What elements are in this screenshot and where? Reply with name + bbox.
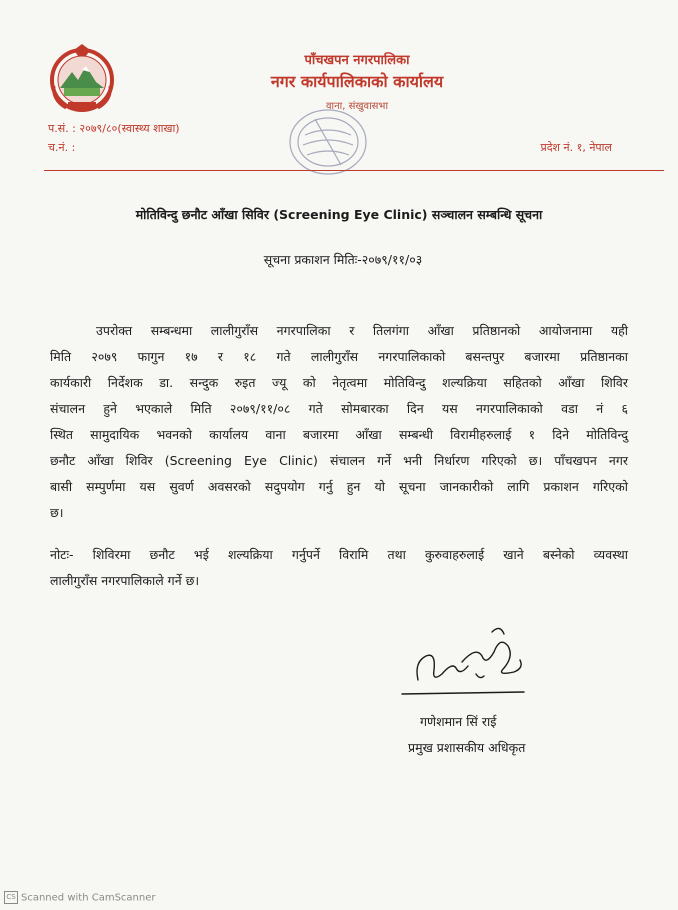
body-line: कार्यकारी निर्देशक डा. सन्दुक रुइत ज्यू को नेतृत्वमा मोतिविन्दु शल्यक्रिया सहितको आँखा शिविर	[50, 375, 628, 390]
office-stamp-icon	[285, 105, 371, 179]
note-line: नोटः- शिविरमा छनौट भई शल्यक्रिया गर्नुपर्ने विरामि तथा कुरुवाहरुलाई खाने बस्नेको व्यवस्था	[50, 547, 628, 562]
body-line: स्थित सामुदायिक भवनको कार्यालय वाना बजारमा आँखा सम्बन्धी विरामीहरुलाई १ दिने मोतिविन्दु	[50, 427, 628, 442]
note-line: लालीगुराँस नगरपालिकाले गर्ने छ।	[50, 573, 200, 588]
body-line: उपरोक्त सम्बन्धमा लालीगुराँस नगरपालिका र तिलगंगा आँखा प्रतिष्ठानको आयोजनामा यही	[96, 323, 628, 338]
body-line: मिति २०७९ फागुन १७ र १८ गते लालीगुराँस नगरपालिकाको बसन्तपुर बजारमा प्रतिष्ठानका	[50, 349, 628, 364]
body-line: छ।	[50, 505, 64, 520]
signatory-title: प्रमुख प्रशासकीय अधिकृत	[408, 740, 526, 755]
camscanner-logo-icon: CS	[4, 891, 18, 904]
reference-number: प.सं. : २०७९/८०(स्वास्थ्य शाखा)	[48, 122, 180, 135]
watermark-text: Scanned with CamScanner	[21, 892, 156, 904]
signature-icon	[396, 622, 546, 702]
letterhead-divider	[44, 170, 664, 171]
body-line: छनौट आँखा शिविर (Screening Eye Clinic) संचालन गर्ने भनी निर्धारण गरिएको छ। पाँचखपन नगर	[50, 453, 628, 468]
publish-date: सूचना प्रकाशन मितिः-२०७९/११/०३	[263, 252, 423, 267]
letterhead-address: वाना, संखुवासभा	[325, 101, 389, 112]
signatory-name: गणेशमान सिं राई	[420, 714, 497, 729]
scanner-watermark	[4, 891, 156, 904]
dispatch-number: च.नं. :	[48, 141, 76, 154]
body-line: संचालन हुने भएकाले मिति २०७९/११/०८ गते सोमबारका दिन यस नगरपालिकाको वडा नं ६	[50, 401, 628, 416]
notice-subject: मोतिविन्दु छनौट आँखा सिविर (Screening Eye Clinic) सञ्चालन सम्बन्धि सूचना	[135, 207, 543, 222]
province-label: प्रदेश नं. १, नेपाल	[540, 141, 612, 154]
letterhead-office: नगर कार्यपालिकाको कार्यालय	[270, 72, 444, 91]
letterhead-municipality: पाँचखपन नगरपालिका	[304, 53, 410, 68]
body-line: बासी सम्पुर्णमा यस सुवर्ण अवसरको सदुपयोग गर्नु हुन यो सूचना जानकारीको लागि प्रकाशन गरिएको	[50, 479, 628, 494]
